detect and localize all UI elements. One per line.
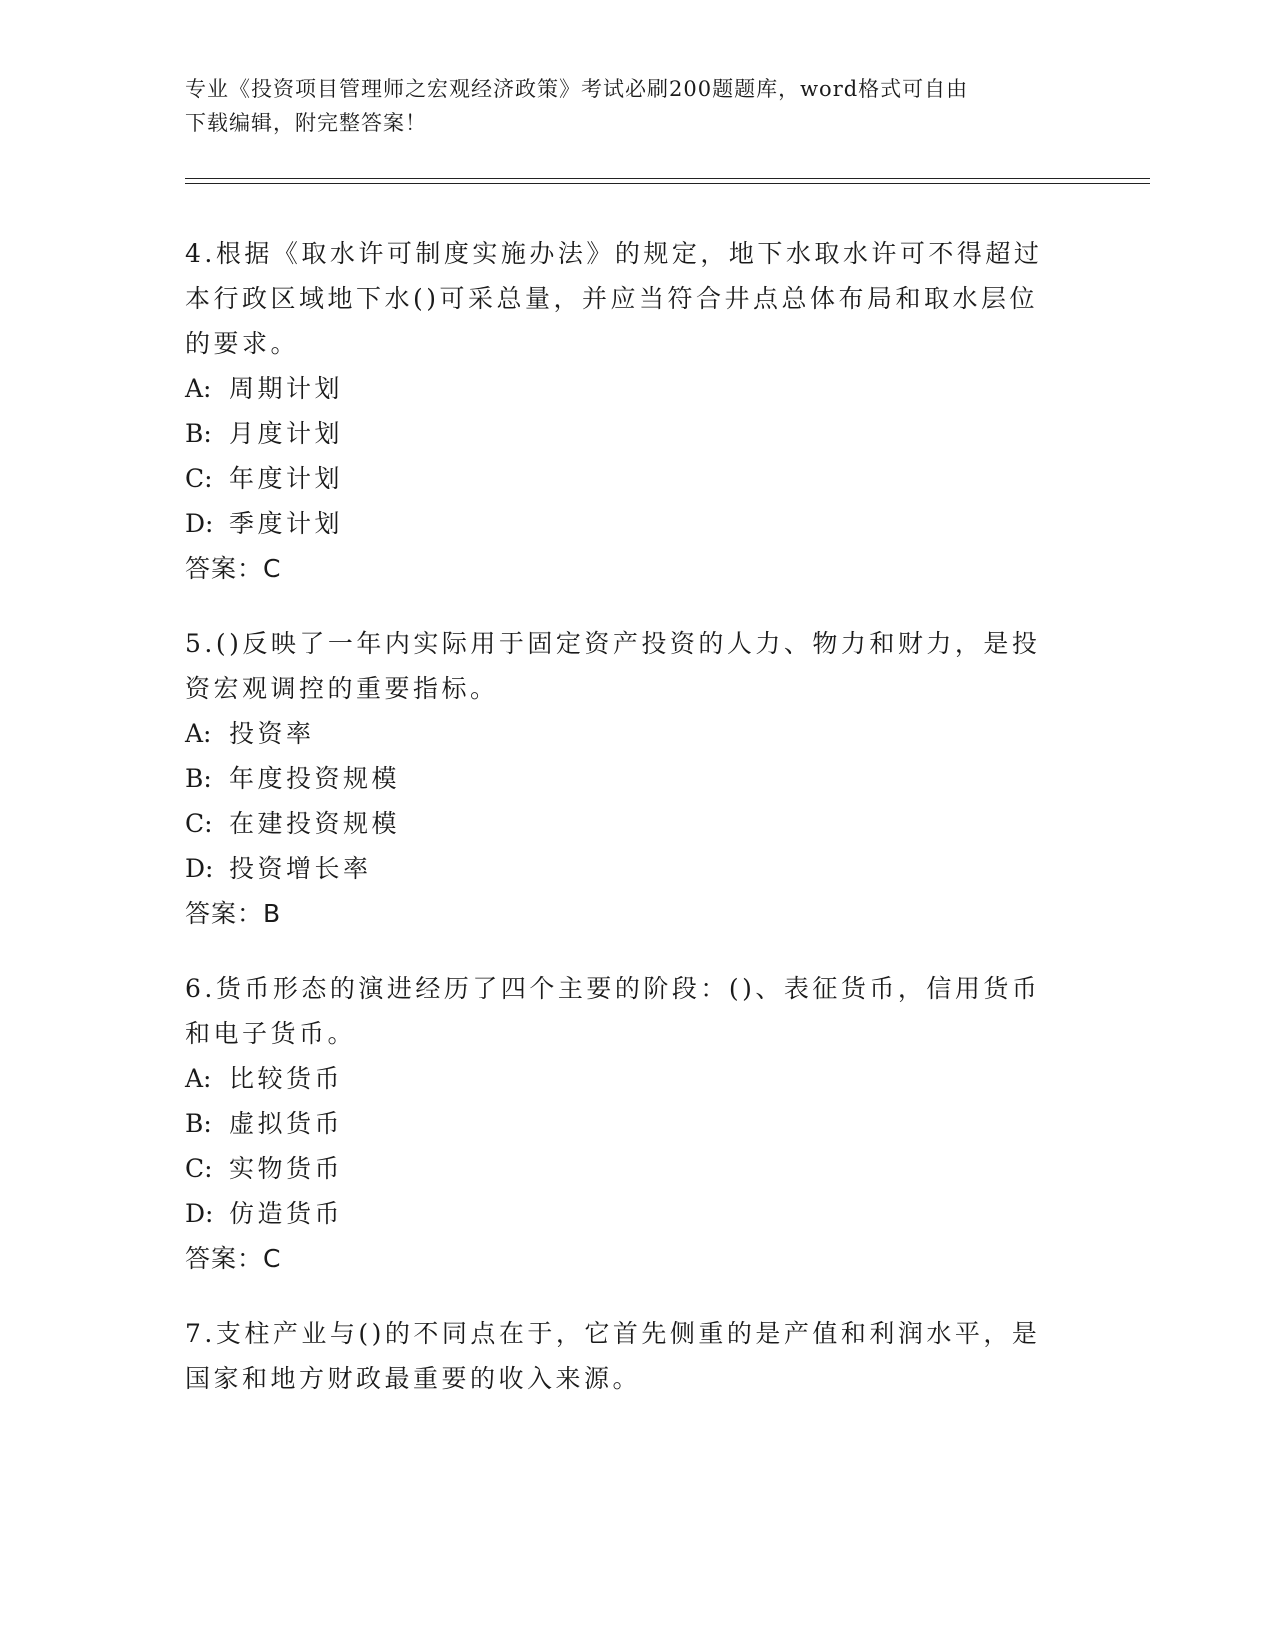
question-6 (185, 966, 1065, 1281)
option-key: D: (185, 1199, 214, 1228)
option-d (185, 846, 1065, 891)
option-key: C: (185, 464, 213, 493)
header-line-1: 专业《投资项目管理师之宏观经济政策》考试必刷200题题库，word格式可自由 (185, 77, 969, 101)
question-5 (185, 621, 1065, 936)
option-key: C: (185, 1154, 213, 1183)
header-divider-top (185, 178, 1150, 179)
option-a (185, 366, 1065, 411)
option-c (185, 456, 1065, 501)
answer-line: 答案：C (185, 1244, 282, 1273)
option-key: B: (185, 1109, 212, 1138)
option-key: A: (185, 719, 212, 748)
option-a (185, 711, 1065, 756)
option-c (185, 1146, 1065, 1191)
option-text: 比较货币 (229, 1064, 344, 1093)
option-text: 仿造货币 (229, 1199, 344, 1228)
option-key: A: (185, 1064, 212, 1093)
option-key: B: (185, 764, 212, 793)
option-b (185, 756, 1065, 801)
option-text: 周期计划 (229, 374, 344, 403)
option-key: B: (185, 419, 212, 448)
option-text: 年度计划 (229, 464, 344, 493)
option-text: 投资率 (229, 719, 315, 748)
header-divider-bottom (185, 183, 1150, 184)
page-header (185, 72, 1085, 140)
option-text: 虚拟货币 (229, 1109, 344, 1138)
option-text: 投资增长率 (229, 854, 372, 883)
question-text: 6.货币形态的演进经历了四个主要的阶段：()、表征货币，信用货币和电子货币。 (185, 974, 1041, 1048)
answer-line: 答案：C (185, 554, 282, 583)
header-line-2: 下载编辑，附完整答案！ (185, 111, 427, 135)
option-d (185, 1191, 1065, 1236)
option-key: A: (185, 374, 212, 403)
answer-line: 答案：B (185, 899, 282, 928)
question-4 (185, 231, 1065, 591)
question-text: 5.()反映了一年内实际用于固定资产投资的人力、物力和财力，是投资宏观调控的重要指标。 (185, 629, 1041, 703)
option-d (185, 501, 1065, 546)
option-text: 年度投资规模 (229, 764, 401, 793)
option-b (185, 1101, 1065, 1146)
option-text: 月度计划 (229, 419, 344, 448)
option-c (185, 801, 1065, 846)
option-key: D: (185, 854, 214, 883)
question-text: 7.支柱产业与()的不同点在于，它首先侧重的是产值和利润水平，是国家和地方财政最重要的收入来源。 (185, 1319, 1041, 1393)
option-text: 实物货币 (229, 1154, 344, 1183)
question-7 (185, 1311, 1065, 1401)
option-a (185, 1056, 1065, 1101)
option-key: D: (185, 509, 214, 538)
question-list (185, 231, 1065, 1431)
option-b (185, 411, 1065, 456)
question-text: 4.根据《取水许可制度实施办法》的规定，地下水取水许可不得超过本行政区域地下水()可采总量，并应当符合井点总体布局和取水层位的要求。 (185, 239, 1043, 358)
option-text: 在建投资规模 (229, 809, 401, 838)
option-text: 季度计划 (229, 509, 344, 538)
option-key: C: (185, 809, 213, 838)
